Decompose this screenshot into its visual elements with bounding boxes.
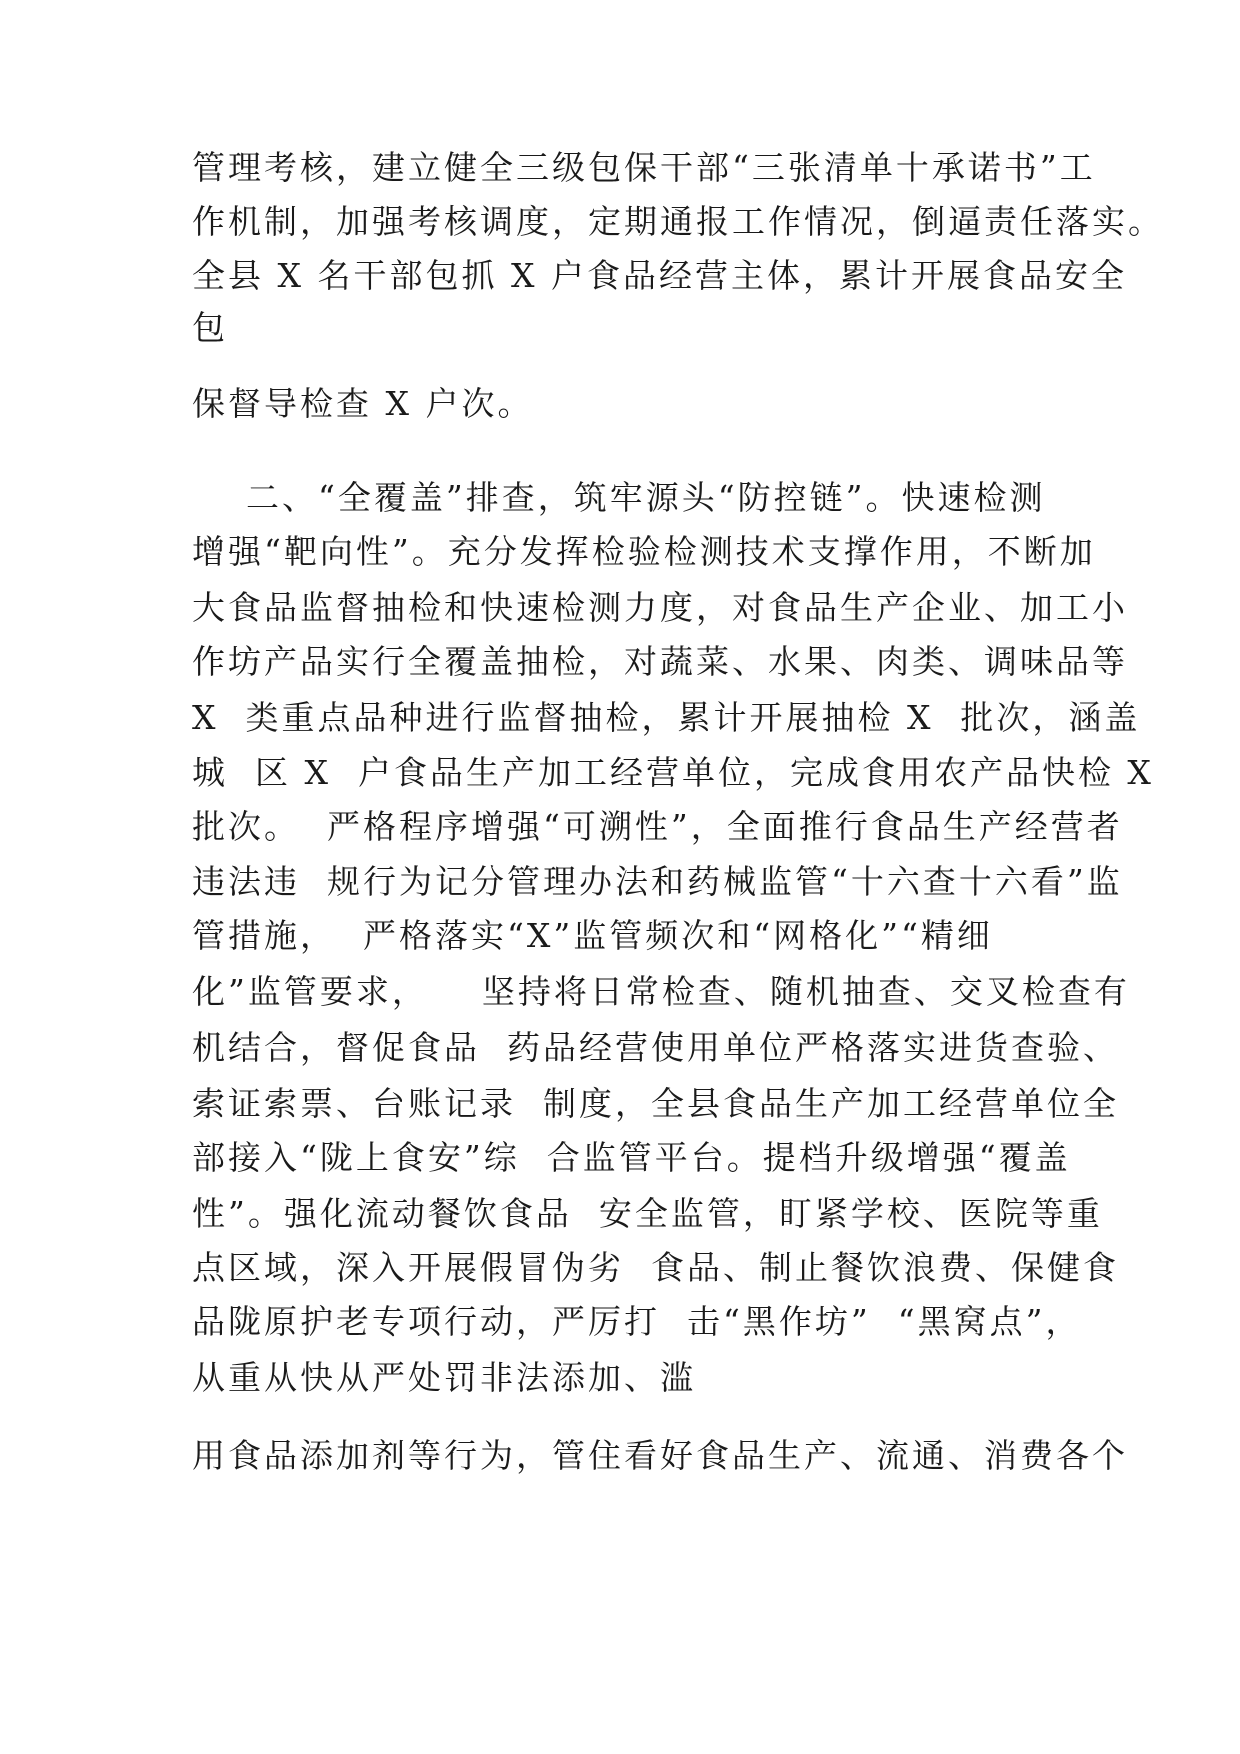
text-line: 全县 X 名干部包抓 X 户食品经营主体，累计开展食品安全 (192, 256, 1127, 295)
section-heading-line: 二、“全覆盖”排查，筑牢源头“防控链”。快速检测 (192, 478, 1046, 517)
text-line: 从重从快从严处罚非法添加、滥 (192, 1358, 696, 1397)
text-line: 包 (192, 308, 228, 347)
text-line: X 类重点品种进行监督抽检，累计开展抽检 X 批次，涵盖 (192, 698, 1141, 737)
text-line: 大食品监督抽检和快速检测力度，对食品生产企业、加工小 (192, 588, 1128, 627)
text-line: 点区域，深入开展假冒伪劣 食品、制止餐饮浪费、保健食 (192, 1248, 1119, 1287)
text-line: 索证索票、台账记录 制度，全县食品生产加工经营单位全 (192, 1084, 1119, 1123)
text-line: 城 区 X 户食品生产加工经营单位，完成食用农产品快检 X (192, 753, 1154, 792)
text-line: 增强“靶向性”。充分发挥检验检测技术支撑作用，不断加 (192, 532, 1096, 571)
text-line: 品陇原护老专项行动，严厉打 击“黑作坊” “黑窝点”， (192, 1302, 1082, 1341)
text-line: 管理考核，建立健全三级包保干部“三张清单十承诺书”工 (192, 148, 1096, 187)
text-line: 部接入“陇上食安”综 合监管平台。提档升级增强“覆盖 (192, 1138, 1071, 1177)
text-line: 违法违 规行为记分管理办法和药械监管“十六查十六看”监 (192, 862, 1123, 901)
text-line: 用食品添加剂等行为，管住看好食品生产、流通、消费各个 (192, 1436, 1128, 1475)
text-line: 作坊产品实行全覆盖抽检，对蔬菜、水果、肉类、调味品等 (192, 642, 1128, 681)
text-line: 作机制，加强考核调度，定期通报工作情况，倒逼责任落实。 (192, 202, 1164, 241)
text-line: 保督导检查 X 户次。 (192, 384, 534, 423)
text-line: 管措施， 严格落实“X”监管频次和“网格化”“精细 (192, 916, 993, 955)
text-line: 性”。强化流动餐饮食品 安全监管，盯紧学校、医院等重 (192, 1194, 1103, 1233)
text-line: 化”监管要求， 坚持将日常检查、随机抽查、交叉检查有 (192, 972, 1130, 1011)
text-line: 批次。 严格程序增强“可溯性”，全面推行食品生产经营者 (192, 807, 1123, 846)
text-line: 机结合，督促食品 药品经营使用单位严格落实进货查验、 (192, 1028, 1119, 1067)
